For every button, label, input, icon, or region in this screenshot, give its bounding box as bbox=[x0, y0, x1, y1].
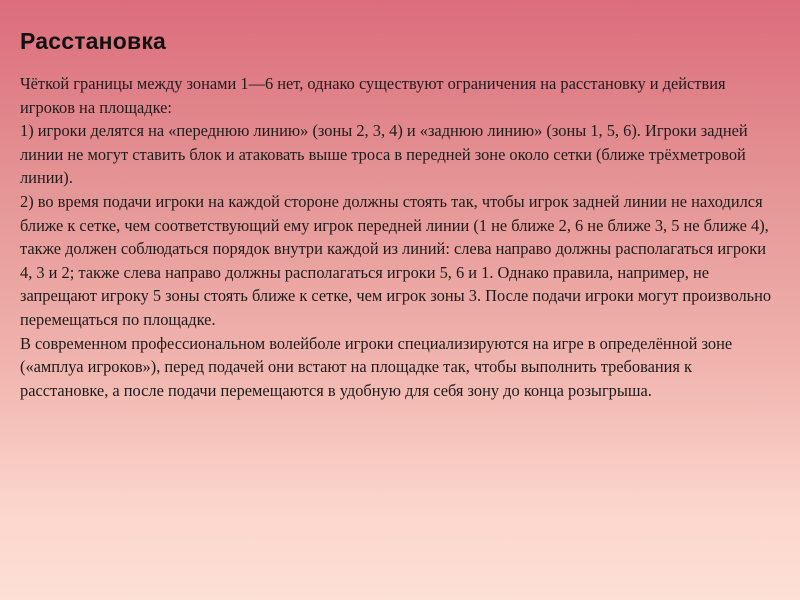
paragraph-rule-2: 2) во время подачи игроки на каждой стороне должны стоять так, чтобы игрок задней линии не находился ближе к сетке, чем соответствующий ему игрок передней линии (1 не ближе 2, 6 не ближе 3, 5 не ближе 4), также должен соблюдаться порядок внутри каждой из линий: слева направо должны располагаться игроки 4, 3 и 2; также слева направо должны располагаться игроки 5, 6 и 1. Однако правила, например, не запрещают игроку 5 зоны стоять ближе к сетке, чем игрок зоны 3. После подачи игроки могут произвольно перемещаться по площадке. bbox=[20, 191, 772, 329]
paragraph-rule-1: 1) игроки делятся на «переднюю линию» (зоны 2, 3, 4) и «заднюю линию» (зоны 1, 5, 6). Игроки задней линии не могут ставить блок и атаковать выше троса в передней зоне около сетки (ближе трёхметровой линии). bbox=[20, 121, 748, 188]
paragraph-intro: Чёткой границы между зонами 1—6 нет, однако существуют ограничения на расстановку и действия игроков на площадке: bbox=[20, 74, 726, 117]
slide-body bbox=[20, 72, 780, 402]
slide-title: Расстановка bbox=[20, 28, 167, 54]
paragraph-modern: В современном профессиональном волейболе игроки специализируются на игре в определённой зоне («амплуа игроков»), перед подачей они встают на площадке так, чтобы выполнить требования к расстановке, а после подачи перемещаются в удобную для себя зону до конца розыгрыша. bbox=[20, 333, 733, 400]
